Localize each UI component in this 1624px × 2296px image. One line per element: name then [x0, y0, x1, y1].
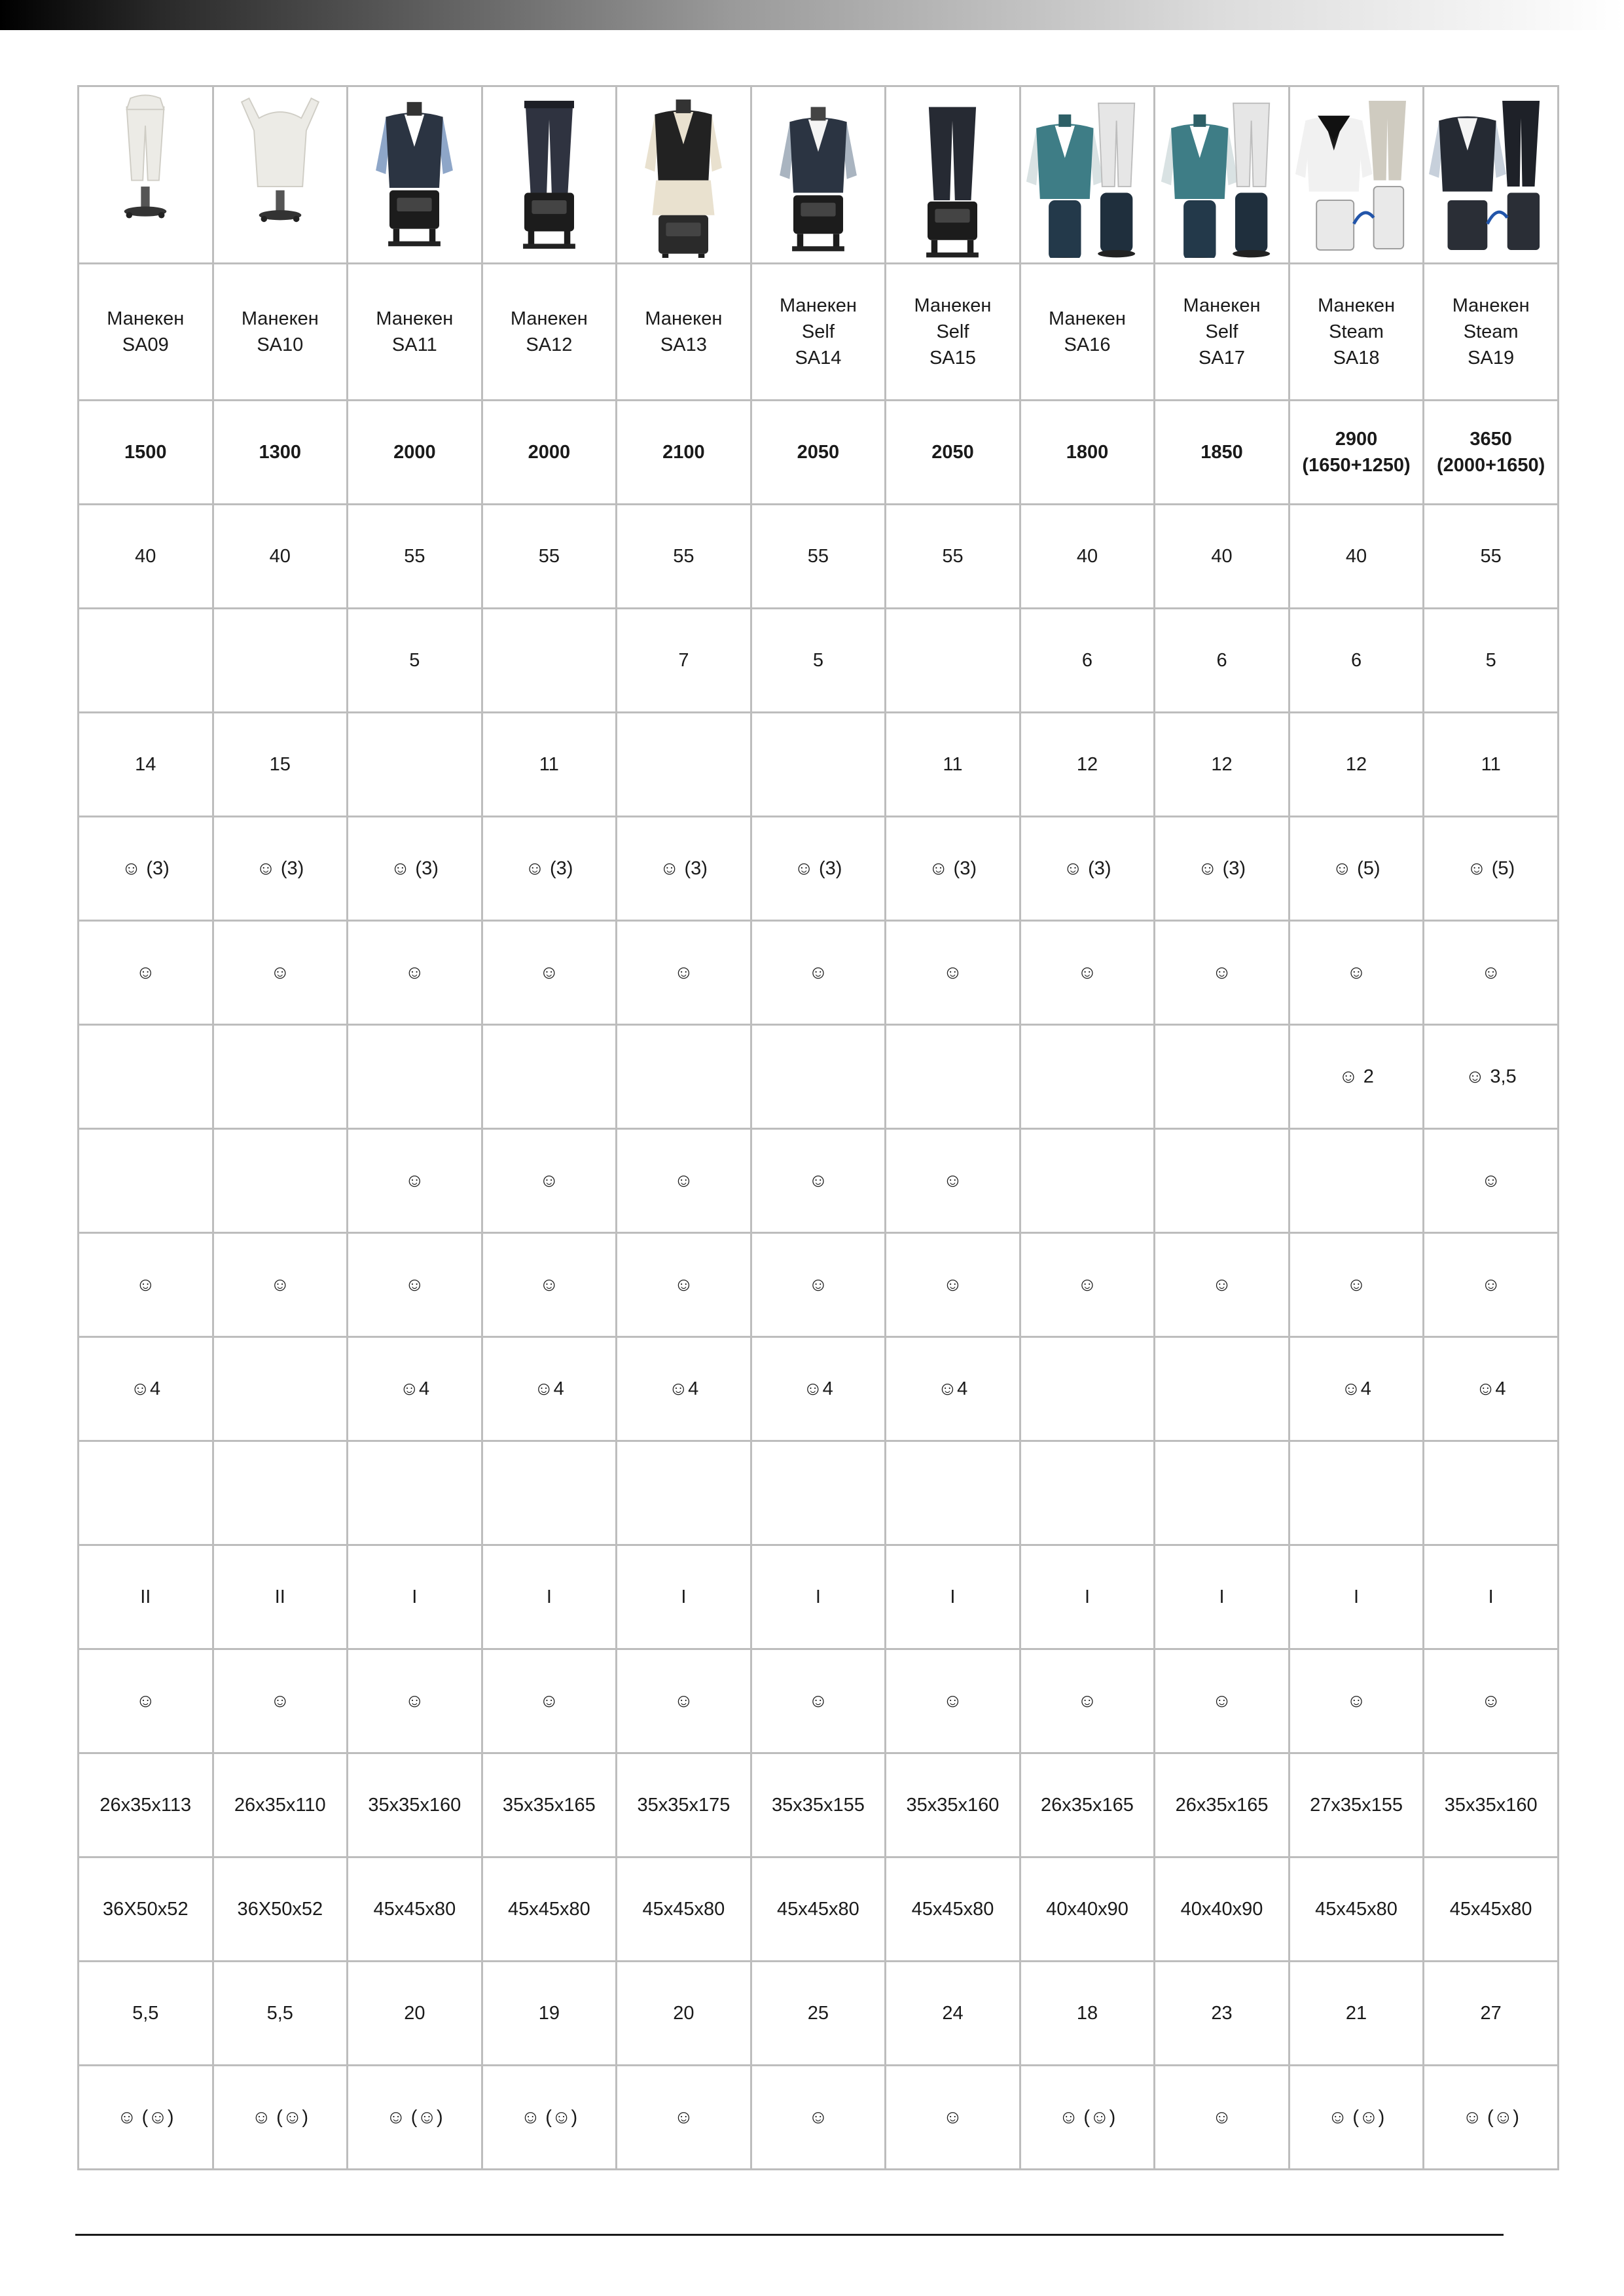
spec-cell: ☺	[482, 1129, 617, 1233]
spec-cell: ☺ 2	[1289, 1025, 1424, 1129]
spec-cell: ☺	[751, 1649, 886, 1753]
spec-cell: 2100	[617, 401, 751, 505]
spec-cell: 40x40x90	[1155, 1857, 1290, 1962]
spec-cell: 26x35x165	[1155, 1753, 1290, 1857]
spec-table	[77, 85, 1559, 2170]
spec-cell: ☺	[1155, 1649, 1290, 1753]
spec-cell: ☺	[617, 1129, 751, 1233]
spec-row	[79, 401, 1559, 505]
spec-row	[79, 921, 1559, 1025]
spec-cell	[1424, 1441, 1559, 1545]
spec-cell: 20	[617, 1962, 751, 2066]
spec-cell	[213, 1441, 348, 1545]
spec-cell	[1289, 1441, 1424, 1545]
spec-cell: ☺	[79, 1649, 213, 1753]
product-name: Манекен Self SA17	[1155, 264, 1290, 401]
product-name: Манекен Self SA15	[886, 264, 1020, 401]
spec-cell	[617, 1441, 751, 1545]
spec-cell: ☺	[1289, 1233, 1424, 1337]
spec-cell	[1020, 1129, 1155, 1233]
spec-cell: 36X50x52	[213, 1857, 348, 1962]
spec-cell	[886, 609, 1020, 713]
spec-cell: I	[482, 1545, 617, 1649]
spec-cell: ☺	[886, 921, 1020, 1025]
spec-cell: I	[751, 1545, 886, 1649]
spec-cell: I	[1424, 1545, 1559, 1649]
spec-cell: ☺4	[1424, 1337, 1559, 1441]
spec-cell: ☺ (☺)	[79, 2066, 213, 2170]
spec-cell: 6	[1020, 609, 1155, 713]
spec-cell: 45x45x80	[1289, 1857, 1424, 1962]
spec-cell: 21	[1289, 1962, 1424, 2066]
spec-cell: ☺	[348, 921, 482, 1025]
spec-cell: 55	[617, 505, 751, 609]
spec-cell: 11	[886, 713, 1020, 817]
product-name: Манекен SA11	[348, 264, 482, 401]
spec-row	[79, 1649, 1559, 1753]
spec-cell: ☺	[1289, 1649, 1424, 1753]
spec-cell	[348, 1025, 482, 1129]
spec-cell	[79, 1441, 213, 1545]
product-image-cell	[617, 86, 751, 264]
spec-cell: ☺	[886, 1129, 1020, 1233]
spec-cell: ☺ (5)	[1424, 817, 1559, 921]
spec-cell: 45x45x80	[482, 1857, 617, 1962]
header-gradient-bar	[0, 0, 1624, 30]
product-image-cell	[1020, 86, 1155, 264]
spec-row	[79, 505, 1559, 609]
spec-cell: ☺ (☺)	[348, 2066, 482, 2170]
spec-cell: 6	[1289, 609, 1424, 713]
spec-cell: 5	[1424, 609, 1559, 713]
spec-cell	[79, 1129, 213, 1233]
spec-cell: ☺ (3)	[886, 817, 1020, 921]
spec-cell: 40	[213, 505, 348, 609]
spec-cell: 40	[79, 505, 213, 609]
spec-cell: 5	[348, 609, 482, 713]
spec-cell: 1500	[79, 401, 213, 505]
spec-cell: I	[1289, 1545, 1424, 1649]
product-name: Манекен SA09	[79, 264, 213, 401]
spec-cell: 27	[1424, 1962, 1559, 2066]
spec-cell: ☺4	[482, 1337, 617, 1441]
spec-cell: 14	[79, 713, 213, 817]
spec-cell: ☺	[886, 2066, 1020, 2170]
spec-cell: 45x45x80	[751, 1857, 886, 1962]
spec-cell: ☺	[1155, 2066, 1290, 2170]
spec-cell	[482, 1025, 617, 1129]
spec-cell	[1020, 1337, 1155, 1441]
spec-cell: II	[79, 1545, 213, 1649]
spec-cell: 18	[1020, 1962, 1155, 2066]
spec-cell: 19	[482, 1962, 617, 2066]
spec-cell: ☺	[348, 1649, 482, 1753]
spec-cell: ☺ (3)	[1155, 817, 1290, 921]
product-image-cell	[213, 86, 348, 264]
spec-cell	[213, 1337, 348, 1441]
spec-cell	[886, 1441, 1020, 1545]
spec-cell: 12	[1289, 713, 1424, 817]
product-image-row	[79, 86, 1559, 264]
spec-cell	[1155, 1025, 1290, 1129]
spec-cell: 55	[751, 505, 886, 609]
spec-cell: ☺	[79, 921, 213, 1025]
spec-cell: 1300	[213, 401, 348, 505]
spec-cell: ☺	[213, 921, 348, 1025]
spec-cell: 35x35x160	[886, 1753, 1020, 1857]
spec-cell: 36X50x52	[79, 1857, 213, 1962]
double-mannequin-teal	[1025, 92, 1149, 258]
spec-cell: ☺	[482, 1233, 617, 1337]
spec-cell	[213, 1129, 348, 1233]
steam-double-mannequin-dark	[1429, 92, 1553, 258]
product-name: Манекен SA12	[482, 264, 617, 401]
self-trouser-mannequin	[890, 92, 1015, 258]
spec-cell: 2000	[482, 401, 617, 505]
spec-cell: ☺	[482, 1649, 617, 1753]
spec-cell: 55	[348, 505, 482, 609]
spec-cell: 2050	[886, 401, 1020, 505]
spec-cell: ☺ (☺)	[1424, 2066, 1559, 2170]
spec-cell: 7	[617, 609, 751, 713]
spec-cell: ☺ (☺)	[213, 2066, 348, 2170]
spec-cell: II	[213, 1545, 348, 1649]
spec-cell: ☺	[1424, 1129, 1559, 1233]
spec-cell: I	[617, 1545, 751, 1649]
spec-cell	[79, 609, 213, 713]
spec-cell: 26x35x110	[213, 1753, 348, 1857]
spec-cell: 5,5	[79, 1962, 213, 2066]
spec-cell: 55	[1424, 505, 1559, 609]
spec-cell: ☺	[213, 1649, 348, 1753]
spec-cell: 40x40x90	[1020, 1857, 1155, 1962]
spec-cell: 3650 (2000+1650)	[1424, 401, 1559, 505]
spec-row	[79, 1337, 1559, 1441]
spec-cell: 12	[1155, 713, 1290, 817]
product-name: Манекен SA13	[617, 264, 751, 401]
self-double-mannequin-teal	[1160, 92, 1284, 258]
product-image-cell	[1289, 86, 1424, 264]
spec-cell: ☺4	[1289, 1337, 1424, 1441]
product-name: Манекен Self SA14	[751, 264, 886, 401]
spec-row	[79, 1025, 1559, 1129]
spec-cell	[1289, 1129, 1424, 1233]
spec-cell: ☺	[617, 1649, 751, 1753]
spec-cell: ☺	[617, 1233, 751, 1337]
spec-row	[79, 1753, 1559, 1857]
spec-cell: 15	[213, 713, 348, 817]
spec-cell: ☺	[751, 2066, 886, 2170]
spec-cell: ☺ (3)	[79, 817, 213, 921]
spec-cell	[617, 1025, 751, 1129]
spec-cell: 2050	[751, 401, 886, 505]
product-image-cell	[886, 86, 1020, 264]
spec-cell	[1155, 1337, 1290, 1441]
spec-cell: 12	[1020, 713, 1155, 817]
steam-double-mannequin-white	[1294, 92, 1418, 258]
spec-cell: ☺	[751, 921, 886, 1025]
spec-cell: ☺ 3,5	[1424, 1025, 1559, 1129]
product-name: Манекен SA16	[1020, 264, 1155, 401]
spec-cell: ☺ (3)	[1020, 817, 1155, 921]
spec-cell: ☺	[751, 1129, 886, 1233]
spec-cell: 55	[482, 505, 617, 609]
spec-cell: 5	[751, 609, 886, 713]
spec-cell	[751, 713, 886, 817]
coat-mannequin-on-cabinet	[621, 92, 746, 258]
product-name-row	[79, 264, 1559, 401]
spec-cell: ☺	[348, 1129, 482, 1233]
spec-cell: ☺	[1289, 921, 1424, 1025]
spec-row	[79, 1441, 1559, 1545]
product-image-cell	[1424, 86, 1559, 264]
spec-cell: ☺	[886, 1649, 1020, 1753]
spec-cell: 2900 (1650+1250)	[1289, 401, 1424, 505]
spec-cell: 5,5	[213, 1962, 348, 2066]
spec-row	[79, 817, 1559, 921]
spec-row	[79, 1962, 1559, 2066]
spec-row	[79, 1857, 1559, 1962]
spec-cell: 45x45x80	[617, 1857, 751, 1962]
spec-cell: ☺	[1155, 921, 1290, 1025]
spec-cell: ☺ (3)	[482, 817, 617, 921]
spec-cell: 35x35x165	[482, 1753, 617, 1857]
spec-cell: 40	[1155, 505, 1290, 609]
spec-cell: ☺	[617, 921, 751, 1025]
spec-cell: ☺	[79, 1233, 213, 1337]
spec-cell: 35x35x155	[751, 1753, 886, 1857]
spec-cell: 35x35x160	[1424, 1753, 1559, 1857]
spec-cell: 45x45x80	[886, 1857, 1020, 1962]
spec-cell: ☺4	[348, 1337, 482, 1441]
spec-cell: ☺4	[79, 1337, 213, 1441]
spec-cell: 40	[1020, 505, 1155, 609]
spec-row	[79, 713, 1559, 817]
spec-cell: ☺ (5)	[1289, 817, 1424, 921]
spec-cell: ☺ (☺)	[482, 2066, 617, 2170]
spec-row	[79, 2066, 1559, 2170]
spec-cell: 26x35x165	[1020, 1753, 1155, 1857]
spec-cell	[348, 713, 482, 817]
spec-cell: 27x35x155	[1289, 1753, 1424, 1857]
spec-cell	[1155, 1441, 1290, 1545]
spec-cell	[1020, 1025, 1155, 1129]
spec-cell	[213, 1025, 348, 1129]
spec-cell: 26x35x113	[79, 1753, 213, 1857]
spec-cell: 1800	[1020, 401, 1155, 505]
spec-cell: 11	[1424, 713, 1559, 817]
spec-cell: 45x45x80	[1424, 1857, 1559, 1962]
spec-cell: ☺	[751, 1233, 886, 1337]
spec-cell	[886, 1025, 1020, 1129]
spec-cell: ☺ (☺)	[1289, 2066, 1424, 2170]
spec-cell: ☺	[1424, 921, 1559, 1025]
footer-rule	[75, 2234, 1504, 2236]
white-trouser-mannequin	[83, 92, 208, 258]
spec-cell	[348, 1441, 482, 1545]
spec-cell: ☺ (3)	[617, 817, 751, 921]
jacket-mannequin-on-cabinet	[352, 92, 477, 258]
product-image-cell	[751, 86, 886, 264]
spec-cell: ☺	[1155, 1233, 1290, 1337]
spec-cell	[213, 609, 348, 713]
self-jacket-mannequin	[756, 92, 880, 258]
trouser-mannequin-on-cabinet	[487, 92, 611, 258]
product-image-cell	[482, 86, 617, 264]
spec-cell: ☺4	[751, 1337, 886, 1441]
spec-cell: ☺	[1020, 1649, 1155, 1753]
spec-cell: 40	[1289, 505, 1424, 609]
spec-cell: ☺	[886, 1233, 1020, 1337]
spec-cell	[1155, 1129, 1290, 1233]
spec-cell	[482, 609, 617, 713]
product-name: Манекен Steam SA18	[1289, 264, 1424, 401]
spec-cell: 20	[348, 1962, 482, 2066]
spec-cell: ☺	[1020, 921, 1155, 1025]
spec-cell: I	[348, 1545, 482, 1649]
spec-cell: ☺ (3)	[751, 817, 886, 921]
spec-cell	[79, 1025, 213, 1129]
spec-cell: I	[1155, 1545, 1290, 1649]
spec-cell: ☺	[1424, 1233, 1559, 1337]
spec-cell: 2000	[348, 401, 482, 505]
spec-cell: ☺	[1020, 1233, 1155, 1337]
spec-cell: 11	[482, 713, 617, 817]
spec-cell	[482, 1441, 617, 1545]
spec-row	[79, 1233, 1559, 1337]
spec-cell: ☺	[348, 1233, 482, 1337]
spec-cell	[617, 713, 751, 817]
spec-cell: ☺	[1424, 1649, 1559, 1753]
product-image-cell	[79, 86, 213, 264]
spec-cell: 6	[1155, 609, 1290, 713]
spec-cell: ☺4	[886, 1337, 1020, 1441]
spec-cell: 55	[886, 505, 1020, 609]
spec-cell: ☺ (3)	[348, 817, 482, 921]
spec-cell	[751, 1441, 886, 1545]
spec-cell: 24	[886, 1962, 1020, 2066]
spec-cell: ☺	[213, 1233, 348, 1337]
spec-cell: 1850	[1155, 401, 1290, 505]
spec-cell: 25	[751, 1962, 886, 2066]
spec-cell: ☺	[617, 2066, 751, 2170]
spec-cell: 45x45x80	[348, 1857, 482, 1962]
spec-cell: 35x35x160	[348, 1753, 482, 1857]
white-shirt-mannequin	[218, 92, 342, 258]
spec-cell: I	[886, 1545, 1020, 1649]
spec-cell: ☺4	[617, 1337, 751, 1441]
spec-cell: ☺ (☺)	[1020, 2066, 1155, 2170]
product-image-cell	[1155, 86, 1290, 264]
spec-row	[79, 1129, 1559, 1233]
product-image-cell	[348, 86, 482, 264]
spec-row	[79, 1545, 1559, 1649]
spec-cell: 35x35x175	[617, 1753, 751, 1857]
spec-cell	[1020, 1441, 1155, 1545]
spec-row	[79, 609, 1559, 713]
product-name: Манекен SA10	[213, 264, 348, 401]
spec-cell: I	[1020, 1545, 1155, 1649]
spec-cell: ☺	[482, 921, 617, 1025]
spec-cell: ☺ (3)	[213, 817, 348, 921]
product-name: Манекен Steam SA19	[1424, 264, 1559, 401]
spec-cell: 23	[1155, 1962, 1290, 2066]
spec-cell	[751, 1025, 886, 1129]
